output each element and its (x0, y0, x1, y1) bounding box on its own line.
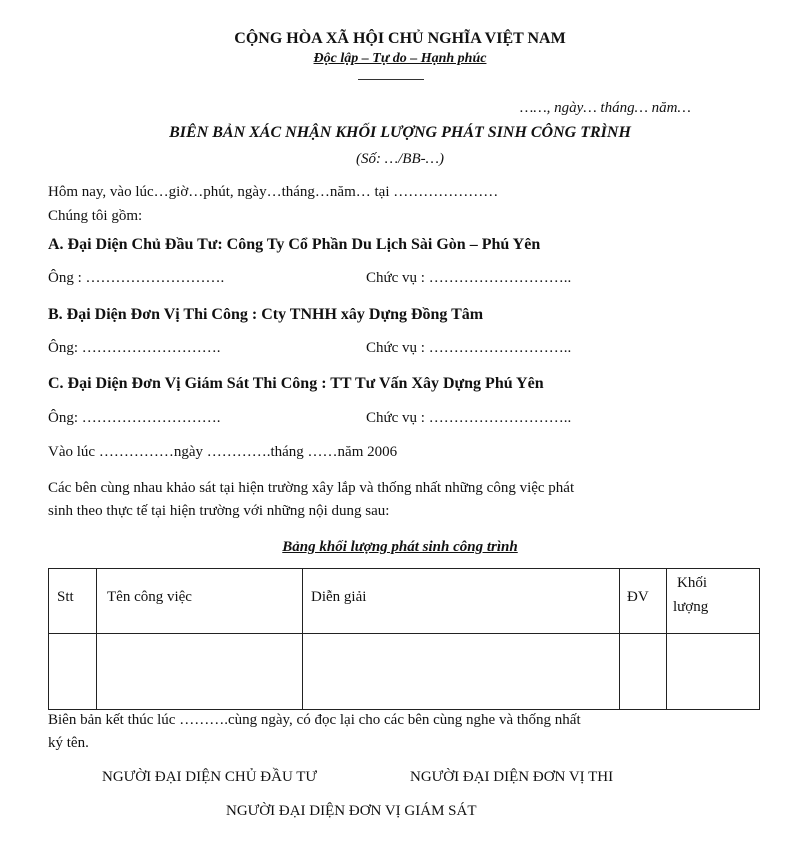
survey-line-2: sinh theo thực tế tại hiện trường với những nội dung sau: (48, 503, 390, 519)
table-col-divider (302, 569, 303, 709)
table-row-divider (49, 633, 759, 634)
participants-label: Chúng tôi gồm: (48, 208, 143, 224)
document-number: (Số: …/BB-…) (356, 151, 444, 167)
col-header-stt: Stt (57, 589, 74, 605)
signature-supervisor: NGƯỜI ĐẠI DIỆN ĐƠN VỊ GIÁM SÁT (226, 803, 477, 819)
col-header-description: Diễn giải (311, 589, 367, 605)
signature-owner: NGƯỜI ĐẠI DIỆN CHỦ ĐẦU TƯ (102, 769, 318, 785)
party-b-rep: Ông: ………………………. (48, 340, 221, 356)
party-c-rep: Ông: ………………………. (48, 410, 221, 426)
survey-line-1: Các bên cùng nhau khảo sát tại hiện trường xây lắp và thống nhất những công việc phát (48, 480, 575, 496)
table-col-divider (96, 569, 97, 709)
intro-line: Hôm nay, vào lúc…giờ…phút, ngày…tháng…năm… tại ………………… (48, 184, 499, 200)
party-c-position: Chức vụ : ……………………….. (366, 410, 572, 426)
table-caption: Bảng khối lượng phát sinh công trình (282, 539, 518, 555)
country-heading: CỘNG HÒA XÃ HỘI CHỦ NGHĨA VIỆT NAM (234, 30, 566, 47)
document-title: BIÊN BẢN XÁC NHẬN KHỐI LƯỢNG PHÁT SINH CÔNG TRÌNH (169, 124, 631, 141)
col-header-unit: ĐV (627, 589, 649, 605)
party-c-heading: C. Đại Diện Đơn Vị Giám Sát Thi Công : TT Tư Vấn Xây Dựng Phú Yên (48, 375, 544, 392)
table-col-divider (666, 569, 667, 709)
col-header-volume-1: Khối (677, 575, 707, 591)
time-line: Vào lúc ……………ngày ………….tháng ……năm 2006 (48, 444, 398, 460)
motto: Độc lập – Tự do – Hạnh phúc (313, 51, 487, 66)
col-header-task: Tên công việc (107, 589, 192, 605)
date-line: ……, ngày… tháng… năm… (520, 100, 691, 116)
party-a-rep: Ông : ………………………. (48, 270, 225, 286)
signature-contractor: NGƯỜI ĐẠI DIỆN ĐƠN VỊ THI (410, 769, 614, 785)
closing-line-1: Biên bản kết thúc lúc ……….cùng ngày, có đọc lại cho các bên cùng nghe và thống nhất (48, 712, 581, 728)
work-volume-table (48, 568, 760, 710)
party-a-position: Chức vụ : ……………………….. (366, 270, 572, 286)
table-col-divider (619, 569, 620, 709)
party-b-position: Chức vụ : ……………………….. (366, 340, 572, 356)
header-divider (358, 79, 424, 80)
col-header-volume-2: lượng (673, 599, 709, 615)
party-b-heading: B. Đại Diện Đơn Vị Thi Công : Cty TNHH xây Dựng Đồng Tâm (48, 306, 484, 323)
closing-line-2: ký tên. (48, 735, 89, 751)
party-a-heading: A. Đại Diện Chủ Đầu Tư: Công Ty Cổ Phần Du Lịch Sài Gòn – Phú Yên (48, 236, 541, 253)
